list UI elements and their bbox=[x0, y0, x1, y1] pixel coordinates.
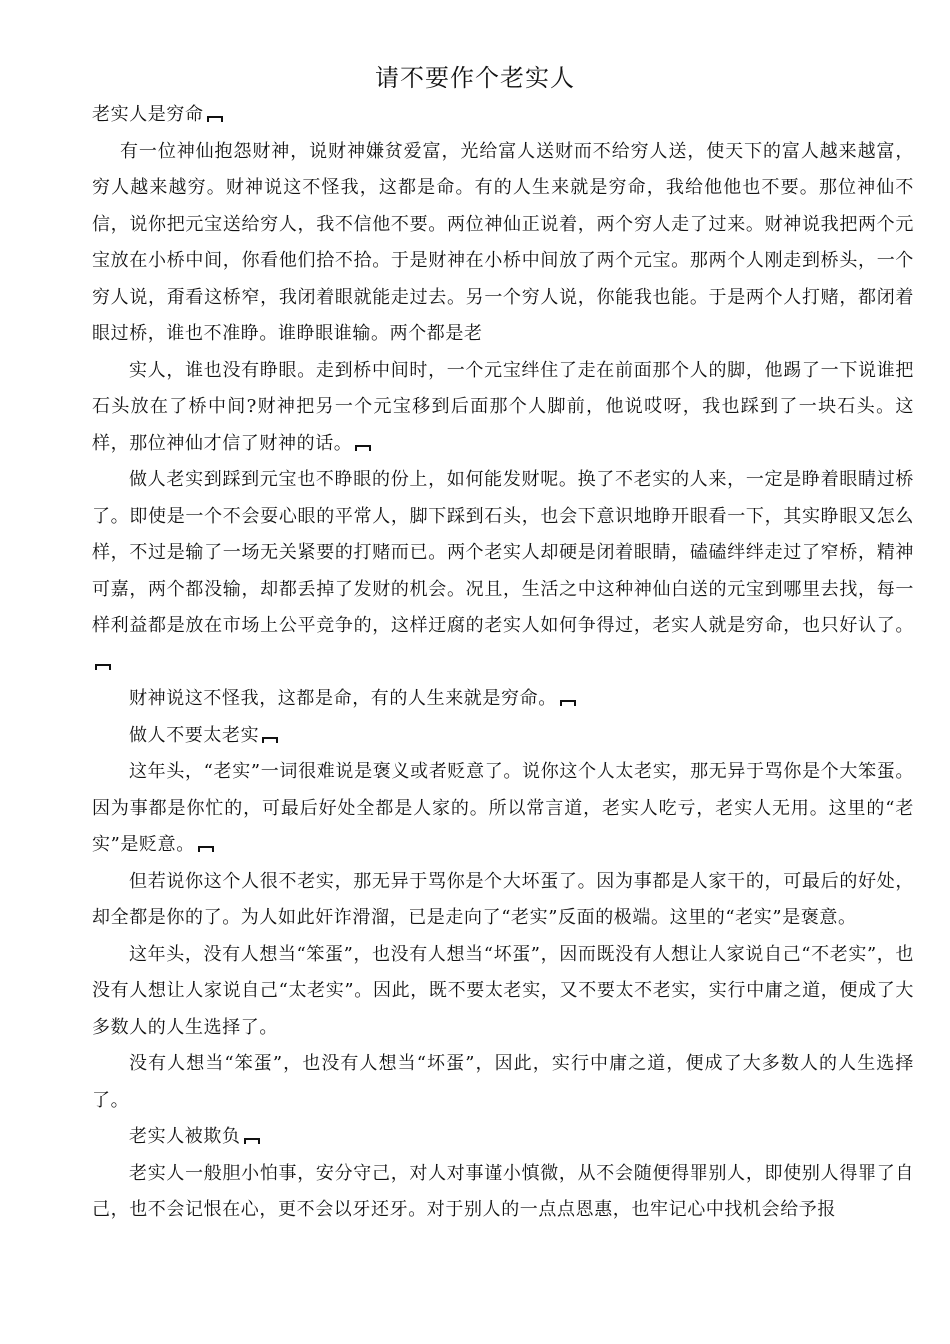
paragraph-text: 但若说你这个人很不老实，那无异于骂你是个大坏蛋了。因为事都是人家干的，可最后的好处，却全都是你的了。为人如此奸诈滑溜，已是走向了“老实”反面的极端。这里的“老实”是褒意。 bbox=[92, 870, 914, 928]
paragraph bbox=[92, 754, 914, 864]
paragraph-text: 这年头，没有人想当“笨蛋”，也没有人想当“坏蛋”，因而既没有人想让人家说自己“不老实”，也没有人想让人家说自己“太老实”。因此，既不要太老实，又不要太不老实，实行中庸之道，便成了大多数人的人生选择了。 bbox=[92, 943, 914, 1038]
paragraph-text: 做人老实到踩到元宝也不睁眼的份上，如何能发财呢。换了不老实的人来，一定是睁着眼睛过桥了。即使是一个不会耍心眼的平常人，脚下踩到石头，也会下意识地睁开眼看一下，其实睁眼又怎么样，不过是输了一场无关紧要的打赌而已。两个老实人却硬是闭着眼睛，磕磕绊绊走过了窄桥，精神可嘉，两个都没输，却都丢掉了发财的机会。况且，生活之中这种神仙白送的元宝到哪里去找，每一样利益都是放在市场上公平竞争的，这样迂腐的老实人如何争得过，老实人就是穷命，也只好认了。 bbox=[92, 469, 914, 636]
paragraph-text: 实人，谁也没有睁眼。走到桥中间时，一个元宝绊住了走在前面那个人的脚，他踢了一下说谁把石头放在了桥中间?财神把另一个元宝移到后面那个人脚前，他说哎呀，我也踩到了一块石头。这样，那位神仙才信了财神的话。 bbox=[92, 359, 914, 454]
paragraph-text: 有一位神仙抱怨财神，说财神嫌贫爱富，光给富人送财而不给穷人送，使天下的富人越来越富，穷人越来越穷。财神说这不怪我，这都是命。有的人生来就是穷命，我给他他也不要。那位神仙不信，说你把元宝送给穷人，我不信他不要。两位神仙正说着，两个穷人走了过来。财神说我把两个元宝放在小桥中间，你看他们拾不拾。于是财神在小桥中间放了两个元宝。那两个人刚走到桥头，一个穷人说，甭看这桥窄，我闭着眼就能走过去。另一个穷人说，你能我也能。于是两个人打赌，都闭着眼过桥，谁也不准睁。谁睁眼谁输。两个都是老 bbox=[92, 140, 914, 344]
paragraph-text: 做人不要太老实 bbox=[129, 724, 260, 746]
paragraph bbox=[92, 134, 914, 353]
paragraph bbox=[92, 718, 914, 755]
paragraph bbox=[92, 1046, 914, 1119]
paragraph-text: 老实人一般胆小怕事，安分守己，对人对事谨小慎微，从不会随便得罪别人，即使别人得罪了自己，也不会记恨在心，更不会以牙还牙。对于别人的一点点恩惠，也牢记心中找机会给予报 bbox=[92, 1162, 914, 1220]
paragraph-mark-icon bbox=[198, 846, 214, 852]
paragraph-text: 没有人想当“笨蛋”，也没有人想当“坏蛋”，因此，实行中庸之道，便成了大多数人的人生选择了。 bbox=[92, 1053, 914, 1111]
document-body bbox=[92, 97, 914, 1229]
paragraph-text: 老实人是穷命 bbox=[92, 104, 204, 125]
paragraph bbox=[92, 353, 914, 463]
paragraph-mark-icon bbox=[262, 737, 278, 743]
paragraph-mark-icon bbox=[355, 445, 371, 451]
paragraph bbox=[92, 1119, 914, 1156]
paragraph bbox=[92, 681, 914, 718]
paragraph-text: 财神说这不怪我，这都是命，有的人生来就是穷命。 bbox=[129, 688, 557, 709]
paragraph-mark-icon bbox=[244, 1138, 260, 1144]
document-title: 请不要作个老实人 bbox=[375, 64, 575, 92]
paragraph bbox=[92, 1156, 914, 1229]
paragraph bbox=[92, 937, 914, 1047]
paragraph-mark-icon bbox=[207, 116, 223, 122]
paragraph bbox=[92, 462, 914, 681]
paragraph-text: 老实人被欺负 bbox=[129, 1126, 241, 1147]
paragraph bbox=[92, 97, 914, 134]
paragraph-mark-icon bbox=[95, 664, 111, 670]
paragraph-text: 这年头，“老实”一词很难说是褒义或者贬意了。说你这个人太老实，那无异于骂你是个大笨蛋。因为事都是你忙的，可最后好处全都是人家的。所以常言道，老实人吃亏，老实人无用。这里的“老实”是贬意。 bbox=[92, 761, 914, 855]
paragraph bbox=[92, 864, 914, 937]
paragraph-mark-icon bbox=[560, 700, 576, 706]
